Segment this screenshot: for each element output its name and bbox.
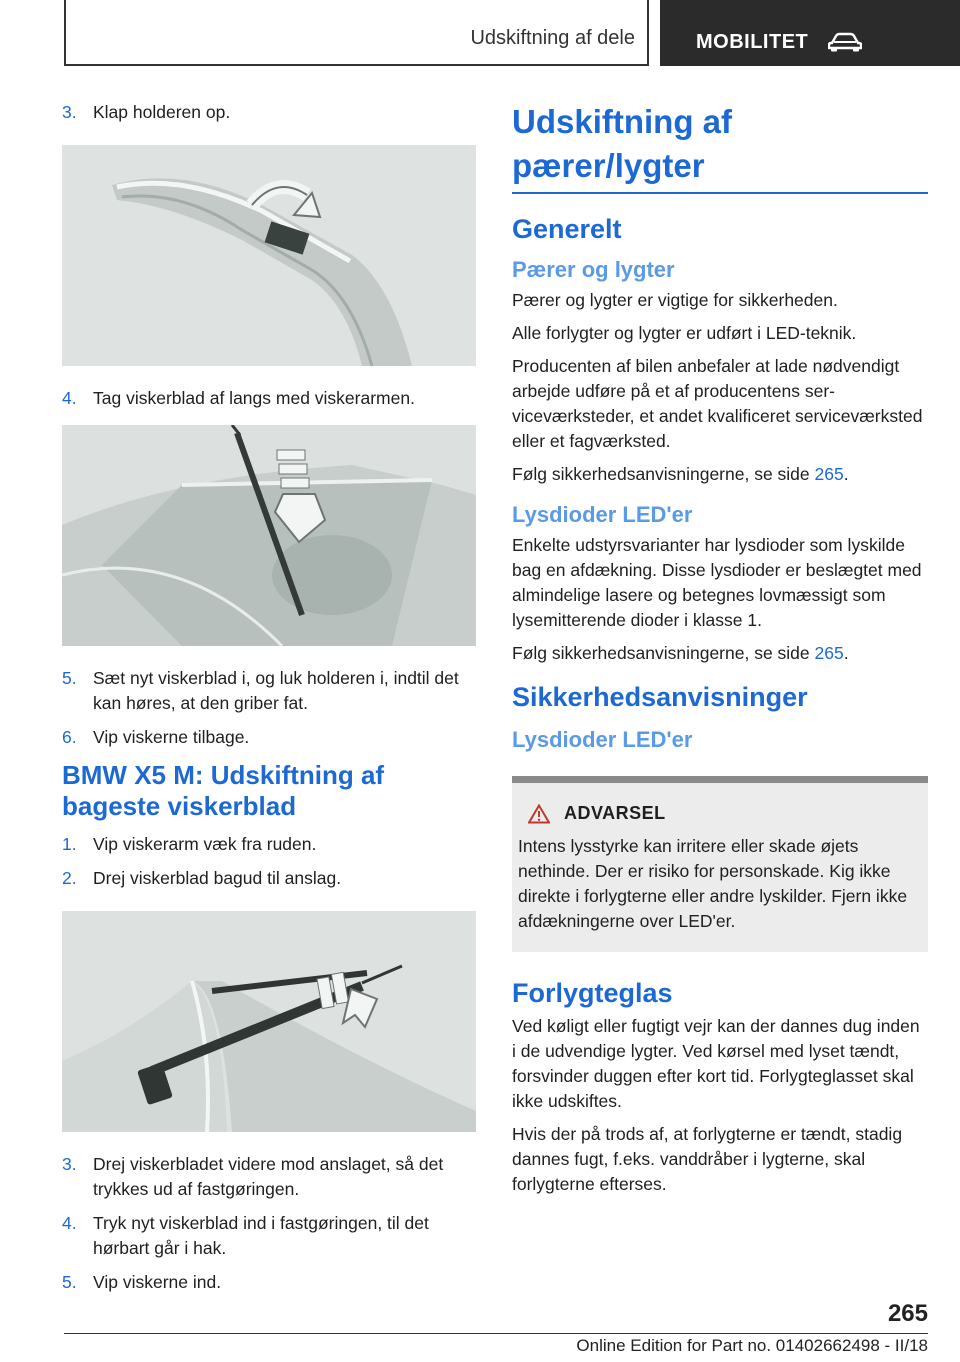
step-item	[62, 832, 476, 857]
paragraph: Hvis der på trods af, at forlygterne er tændt, stadig dannes fugt, f.eks. vanddråber i lygterne, skal forlygterne efterses.	[512, 1124, 903, 1194]
step-number: 3.	[62, 1154, 77, 1174]
step-number: 5.	[62, 668, 77, 688]
page-title: Udskiftning af pærer/lygter	[512, 100, 928, 194]
heading-bulbs: Pærer og lygter	[512, 257, 675, 282]
step-number: 4.	[62, 388, 77, 408]
paragraph: Producenten af bilen anbefaler at lade nødvendigt arbejde udføre på et af producentens serviceværksteder, et andet kvalificeret serviceværksted eller et fagværksted.	[512, 356, 923, 451]
heading-headlight-glass: Forlygteglas	[512, 978, 673, 1008]
paragraph: Enkelte udstyrsvarianter har lysdioder som lyskilde bag en afdækning. Disse lysdioder er beslægtet med almindelige lasere og betegnes lovmæssigt som lysemitterende dioder i klasse 1.	[512, 535, 922, 630]
heading-led: Lysdioder LED'er	[512, 502, 693, 527]
step-number: 3.	[62, 102, 77, 122]
page-header	[64, 0, 960, 66]
paragraph-safety-reference	[512, 641, 928, 666]
page-number: 265	[887, 1300, 928, 1327]
step-text: Drej viskerbladet videre mod anslaget, så det trykkes ud af fastgøringen.	[93, 1154, 444, 1199]
section-title: Udskiftning af dele	[64, 0, 649, 66]
edition-info: Online Edition for Part no. 01402662498 - II/18	[576, 1336, 928, 1355]
step-item	[62, 100, 476, 125]
ref-text: Følg sikkerhedsanvisningerne, se side	[512, 464, 815, 484]
step-item	[62, 866, 476, 891]
heading-safety: Sikkerhedsanvisninger	[512, 682, 808, 712]
step-item	[62, 666, 476, 716]
step-item	[62, 725, 476, 750]
section-heading-rear-wiper: BMW X5 M: Udskiftning af bageste viskerblad	[62, 760, 385, 821]
step-item	[62, 1152, 476, 1202]
ref-end: .	[843, 643, 849, 663]
left-column	[62, 100, 476, 1304]
step-item	[62, 386, 476, 411]
warning-title-row	[528, 803, 922, 824]
page-link-265[interactable]: 265	[814, 643, 844, 663]
car-icon	[828, 32, 862, 52]
step-number: 4.	[62, 1213, 77, 1233]
warning-title: ADVARSEL	[564, 803, 666, 823]
page-link-265[interactable]: 265	[814, 464, 844, 484]
step-text: Sæt nyt viskerblad i, og luk holderen i, indtil det kan høres, at den griber fat.	[93, 668, 459, 713]
step-number: 2.	[62, 868, 77, 888]
chapter-title: MOBILITET	[696, 31, 809, 53]
step-number: 1.	[62, 834, 77, 854]
illustration-wiper-holder	[62, 145, 476, 366]
step-text: Klap holderen op.	[93, 102, 231, 122]
ref-end: .	[843, 464, 849, 484]
step-item	[62, 1211, 476, 1261]
step-text: Tag viskerblad af langs med viskerarmen.	[93, 388, 415, 408]
paragraph: Pærer og lygter er vigtige for sikkerheden.	[512, 290, 838, 310]
warning-text: Intens lysstyrke kan irritere eller skade øjets nethinde. Der er risiko for personskade. Kig ikke direkte i forlygterne eller andre lyskilder. Fjern ikke afdækningerne over LED'er.	[518, 836, 908, 931]
ref-text: Følg sikkerhedsanvisningerne, se side	[512, 643, 815, 663]
paragraph: Alle forlygter og lygter er udført i LED-teknik.	[512, 323, 857, 343]
warning-box	[512, 776, 928, 952]
step-text: Tryk nyt viskerblad ind i fastgøringen, til det hørbart går i hak.	[93, 1213, 429, 1258]
warning-triangle-icon	[528, 804, 550, 824]
heading-general: Generelt	[512, 214, 622, 244]
right-column	[512, 100, 928, 1205]
paragraph: Ved køligt eller fugtigt vejr kan der dannes dug inden i de udvendige lygter. Ved kørsel med lyset tændt, forsvinder duggen efter kort tid. Forlygteglasset skal ikke udskiftes.	[512, 1016, 920, 1111]
step-text: Vip viskerne tilbage.	[93, 727, 250, 747]
paragraph-safety-reference	[512, 462, 928, 487]
footer-divider	[64, 1333, 928, 1334]
step-text: Vip viskerne ind.	[93, 1272, 222, 1292]
step-number: 6.	[62, 727, 77, 747]
chapter-tab	[660, 0, 960, 66]
step-item	[62, 1270, 476, 1295]
step-text: Vip viskerarm væk fra ruden.	[93, 834, 317, 854]
illustration-wiper-blade-removal	[62, 425, 476, 646]
heading-safety-led: Lysdioder LED'er	[512, 727, 693, 752]
step-number: 5.	[62, 1272, 77, 1292]
illustration-rear-wiper	[62, 911, 476, 1132]
step-text: Drej viskerblad bagud til anslag.	[93, 868, 342, 888]
